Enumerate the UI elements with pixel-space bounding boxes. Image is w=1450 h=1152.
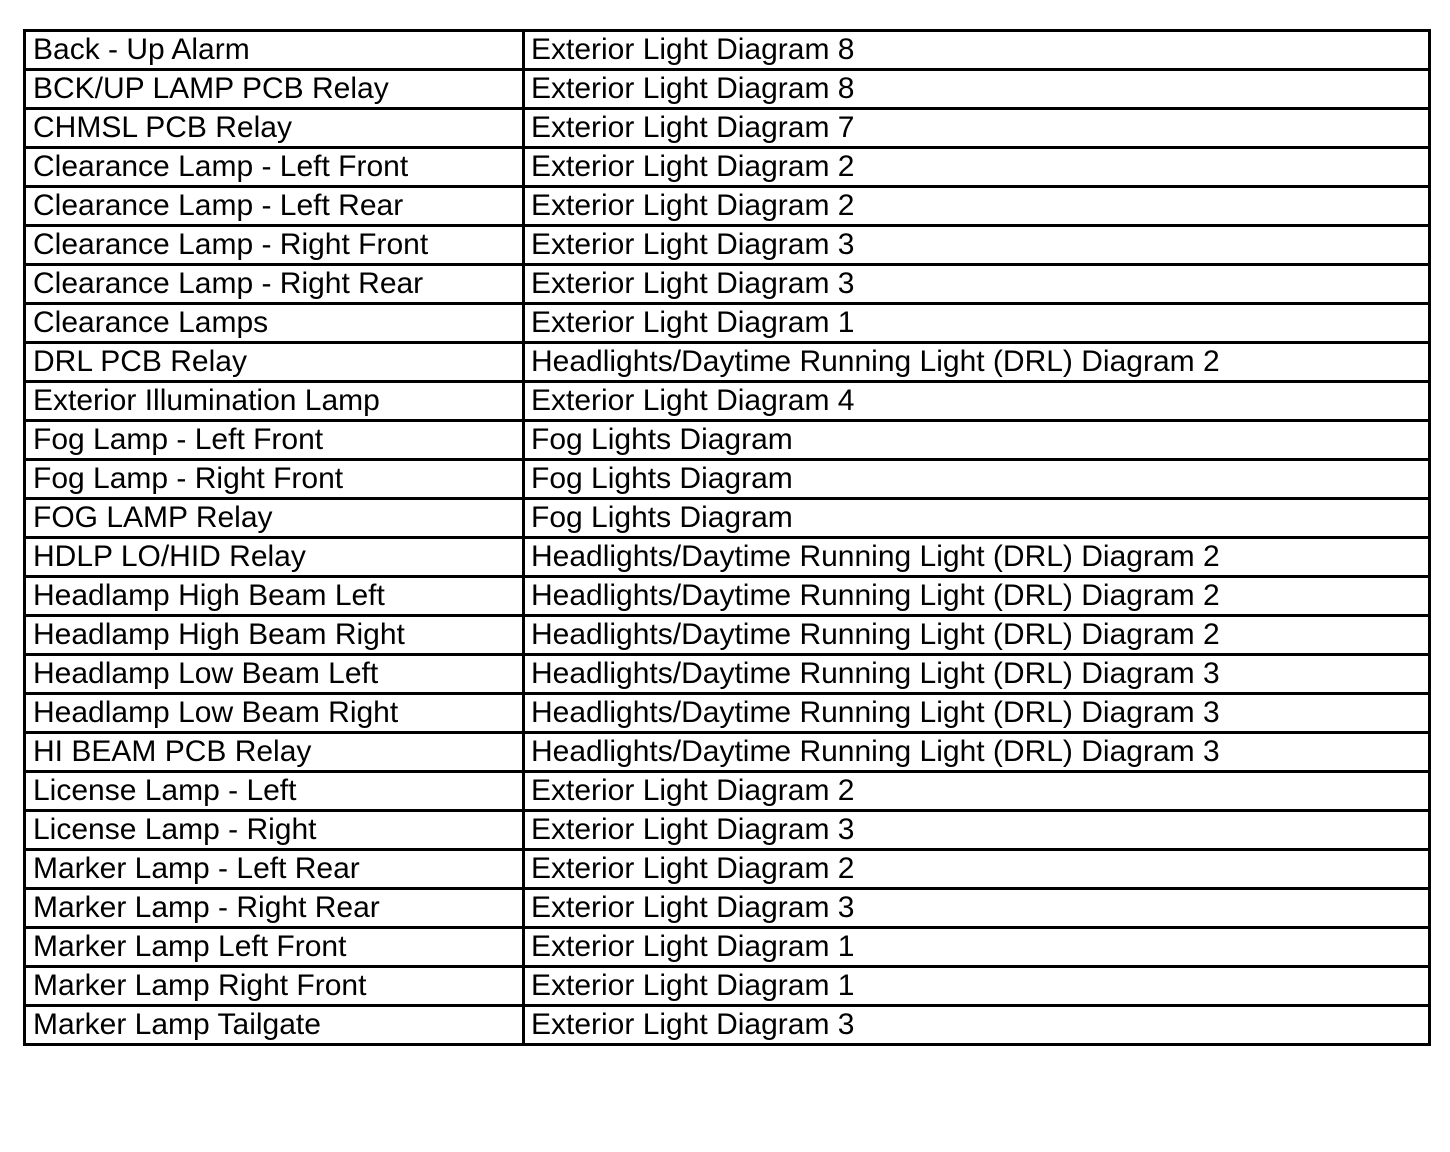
diagram-reference-cell: Headlights/Daytime Running Light (DRL) Diagram 3 bbox=[524, 655, 1430, 694]
component-name-cell: Headlamp High Beam Right bbox=[25, 616, 524, 655]
table-row bbox=[25, 499, 1430, 538]
component-name-cell: FOG LAMP Relay bbox=[25, 499, 524, 538]
diagram-reference-cell: Exterior Light Diagram 1 bbox=[524, 967, 1430, 1006]
table-row bbox=[25, 382, 1430, 421]
component-name-cell: Clearance Lamp - Right Front bbox=[25, 226, 524, 265]
diagram-reference-cell: Exterior Light Diagram 3 bbox=[524, 265, 1430, 304]
table-row bbox=[25, 148, 1430, 187]
component-name-cell: License Lamp - Left bbox=[25, 772, 524, 811]
component-name-cell: Exterior Illumination Lamp bbox=[25, 382, 524, 421]
diagram-reference-cell: Exterior Light Diagram 3 bbox=[524, 811, 1430, 850]
component-name-cell: Back - Up Alarm bbox=[25, 31, 524, 70]
component-name-cell: CHMSL PCB Relay bbox=[25, 109, 524, 148]
diagram-reference-cell: Headlights/Daytime Running Light (DRL) Diagram 3 bbox=[524, 733, 1430, 772]
diagram-reference-cell: Exterior Light Diagram 8 bbox=[524, 31, 1430, 70]
table-row bbox=[25, 31, 1430, 70]
component-name-cell: BCK/UP LAMP PCB Relay bbox=[25, 70, 524, 109]
component-name-cell: Fog Lamp - Right Front bbox=[25, 460, 524, 499]
table-row bbox=[25, 226, 1430, 265]
component-name-cell: Fog Lamp - Left Front bbox=[25, 421, 524, 460]
table-row bbox=[25, 889, 1430, 928]
diagram-reference-cell: Exterior Light Diagram 2 bbox=[524, 772, 1430, 811]
table-row bbox=[25, 655, 1430, 694]
component-name-cell: HDLP LO/HID Relay bbox=[25, 538, 524, 577]
table-row bbox=[25, 616, 1430, 655]
component-name-cell: Marker Lamp Right Front bbox=[25, 967, 524, 1006]
diagram-reference-cell: Exterior Light Diagram 3 bbox=[524, 889, 1430, 928]
table-row bbox=[25, 460, 1430, 499]
table-row bbox=[25, 772, 1430, 811]
diagram-reference-cell: Exterior Light Diagram 7 bbox=[524, 109, 1430, 148]
table-row bbox=[25, 70, 1430, 109]
table-row bbox=[25, 109, 1430, 148]
component-name-cell: Marker Lamp Left Front bbox=[25, 928, 524, 967]
diagram-reference-cell: Fog Lights Diagram bbox=[524, 499, 1430, 538]
diagram-reference-cell: Exterior Light Diagram 1 bbox=[524, 928, 1430, 967]
component-name-cell: Headlamp Low Beam Left bbox=[25, 655, 524, 694]
diagram-reference-cell: Exterior Light Diagram 3 bbox=[524, 1006, 1430, 1045]
table-row bbox=[25, 733, 1430, 772]
table-body bbox=[25, 31, 1430, 1045]
diagram-reference-cell: Exterior Light Diagram 3 bbox=[524, 226, 1430, 265]
component-name-cell: Marker Lamp - Right Rear bbox=[25, 889, 524, 928]
diagram-reference-cell: Headlights/Daytime Running Light (DRL) Diagram 2 bbox=[524, 343, 1430, 382]
diagram-reference-cell: Exterior Light Diagram 2 bbox=[524, 148, 1430, 187]
table-row bbox=[25, 967, 1430, 1006]
table-row bbox=[25, 538, 1430, 577]
table-row bbox=[25, 304, 1430, 343]
table-row bbox=[25, 187, 1430, 226]
table-row bbox=[25, 577, 1430, 616]
diagram-reference-cell: Fog Lights Diagram bbox=[524, 421, 1430, 460]
diagram-reference-cell: Exterior Light Diagram 2 bbox=[524, 187, 1430, 226]
diagram-reference-cell: Headlights/Daytime Running Light (DRL) Diagram 2 bbox=[524, 538, 1430, 577]
diagram-reference-cell: Headlights/Daytime Running Light (DRL) Diagram 3 bbox=[524, 694, 1430, 733]
diagram-reference-cell: Exterior Light Diagram 1 bbox=[524, 304, 1430, 343]
diagram-reference-cell: Exterior Light Diagram 4 bbox=[524, 382, 1430, 421]
component-diagram-index-table bbox=[23, 29, 1431, 1046]
component-name-cell: Headlamp Low Beam Right bbox=[25, 694, 524, 733]
component-name-cell: Clearance Lamp - Left Front bbox=[25, 148, 524, 187]
diagram-reference-cell: Exterior Light Diagram 8 bbox=[524, 70, 1430, 109]
diagram-reference-cell: Headlights/Daytime Running Light (DRL) Diagram 2 bbox=[524, 577, 1430, 616]
diagram-reference-cell: Fog Lights Diagram bbox=[524, 460, 1430, 499]
table-row bbox=[25, 811, 1430, 850]
diagram-reference-cell: Exterior Light Diagram 2 bbox=[524, 850, 1430, 889]
table-row bbox=[25, 694, 1430, 733]
table-row bbox=[25, 343, 1430, 382]
component-name-cell: HI BEAM PCB Relay bbox=[25, 733, 524, 772]
table-row bbox=[25, 850, 1430, 889]
diagram-reference-cell: Headlights/Daytime Running Light (DRL) Diagram 2 bbox=[524, 616, 1430, 655]
component-name-cell: Clearance Lamps bbox=[25, 304, 524, 343]
component-name-cell: Clearance Lamp - Right Rear bbox=[25, 265, 524, 304]
table-row bbox=[25, 265, 1430, 304]
component-name-cell: Headlamp High Beam Left bbox=[25, 577, 524, 616]
component-name-cell: License Lamp - Right bbox=[25, 811, 524, 850]
table-row bbox=[25, 1006, 1430, 1045]
component-name-cell: Marker Lamp Tailgate bbox=[25, 1006, 524, 1045]
component-name-cell: Marker Lamp - Left Rear bbox=[25, 850, 524, 889]
table-row bbox=[25, 421, 1430, 460]
component-name-cell: DRL PCB Relay bbox=[25, 343, 524, 382]
component-name-cell: Clearance Lamp - Left Rear bbox=[25, 187, 524, 226]
table-row bbox=[25, 928, 1430, 967]
